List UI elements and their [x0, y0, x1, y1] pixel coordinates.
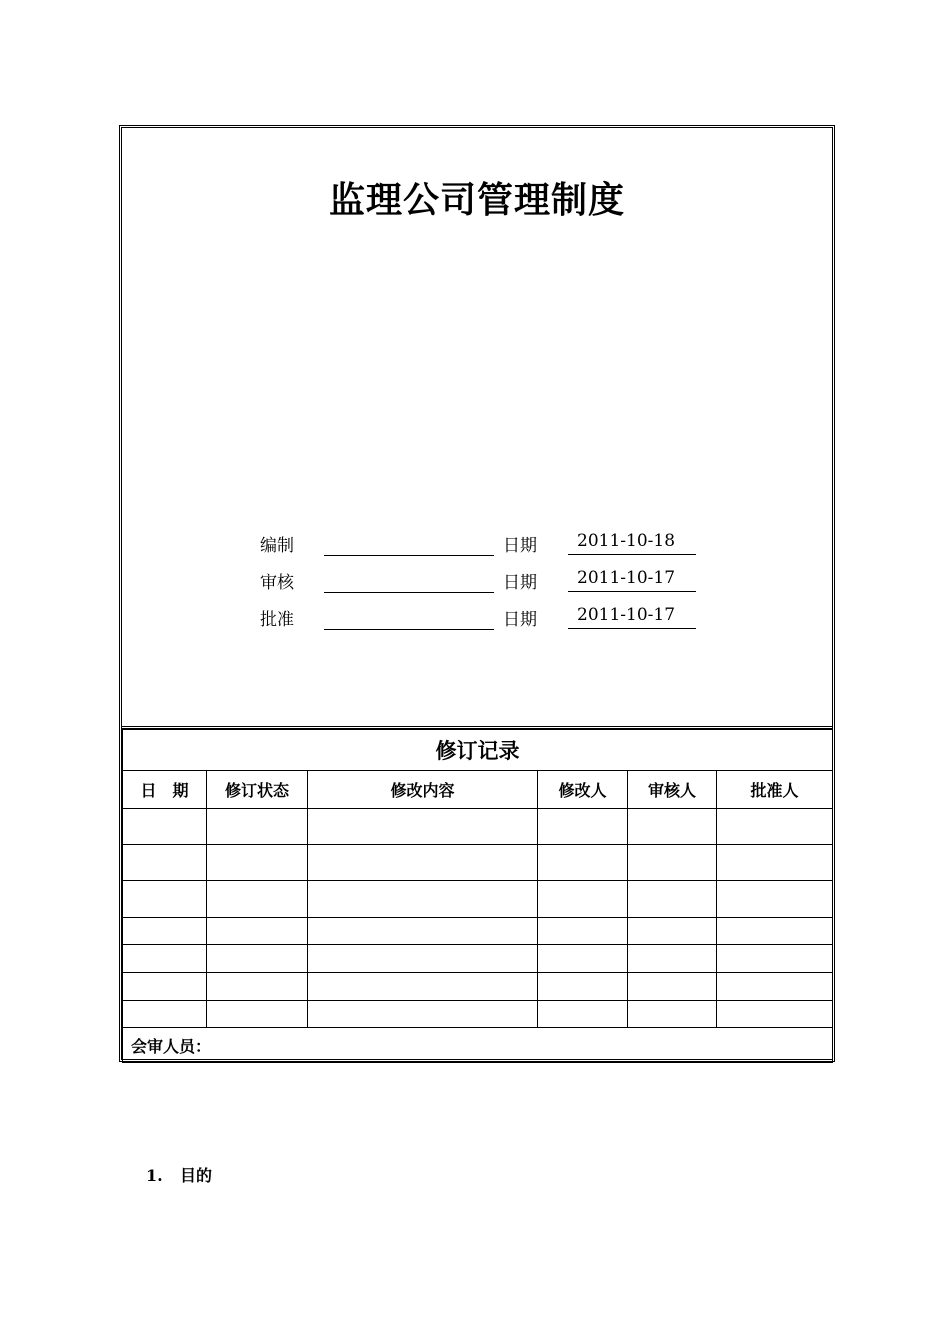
table-cell[interactable] — [628, 809, 717, 845]
column-header-modifier: 修改人 — [538, 771, 628, 809]
table-cell[interactable] — [308, 973, 538, 1001]
table-cell[interactable] — [123, 881, 207, 918]
table-cell[interactable] — [207, 845, 308, 881]
signature-line[interactable] — [324, 629, 494, 630]
table-cell[interactable] — [717, 945, 833, 973]
table-cell[interactable] — [207, 918, 308, 945]
table-cell[interactable] — [308, 945, 538, 973]
table-cell[interactable] — [123, 1001, 207, 1028]
table-cell[interactable] — [717, 845, 833, 881]
table-cell[interactable] — [538, 973, 628, 1001]
table-cell[interactable] — [628, 945, 717, 973]
table-cell[interactable] — [207, 973, 308, 1001]
table-cell[interactable] — [628, 845, 717, 881]
date-value: 2011-10-17 — [568, 605, 696, 629]
section-number: 1. — [146, 1166, 163, 1185]
cover-top-section — [122, 128, 832, 729]
section-title: 目的 — [180, 1166, 213, 1185]
table-cell[interactable] — [123, 973, 207, 1001]
table-cell[interactable] — [207, 1001, 308, 1028]
table-cell[interactable] — [717, 1001, 833, 1028]
table-cell[interactable] — [207, 881, 308, 918]
table-row — [123, 1001, 833, 1028]
document-title: 监理公司管理制度 — [328, 180, 625, 221]
table-row — [123, 973, 833, 1001]
table-cell[interactable] — [628, 1001, 717, 1028]
table-cell[interactable] — [628, 881, 717, 918]
table-cell[interactable] — [207, 945, 308, 973]
table-row — [123, 918, 833, 945]
signature-label: 批准 — [260, 610, 294, 630]
column-header-approver: 批准人 — [717, 771, 833, 809]
table-cell[interactable] — [123, 845, 207, 881]
date-value: 2011-10-17 — [568, 568, 696, 592]
signature-label: 审核 — [260, 573, 294, 593]
signature-row-review — [122, 562, 832, 596]
date-label: 日期 — [503, 573, 537, 593]
section-heading — [146, 1163, 212, 1186]
table-cell[interactable] — [308, 809, 538, 845]
table-cell[interactable] — [308, 1001, 538, 1028]
table-cell[interactable] — [538, 809, 628, 845]
table-cell[interactable] — [538, 845, 628, 881]
date-label: 日期 — [503, 536, 537, 556]
revision-table — [122, 729, 833, 1063]
table-cell[interactable] — [628, 973, 717, 1001]
table-cell[interactable] — [717, 973, 833, 1001]
cover-frame — [119, 125, 835, 1062]
table-cell[interactable] — [207, 809, 308, 845]
signature-row-approve — [122, 599, 832, 633]
column-header-reviewer: 审核人 — [628, 771, 717, 809]
table-row — [123, 881, 833, 918]
revision-record — [122, 729, 832, 1059]
table-cell[interactable] — [538, 1001, 628, 1028]
table-cell[interactable] — [717, 881, 833, 918]
date-value: 2011-10-18 — [568, 531, 696, 555]
table-cell[interactable] — [308, 918, 538, 945]
column-header-status: 修订状态 — [207, 771, 308, 809]
table-cell[interactable] — [717, 809, 833, 845]
table-row — [123, 945, 833, 973]
revision-header-row — [123, 771, 833, 809]
table-cell[interactable] — [628, 918, 717, 945]
table-cell[interactable] — [123, 809, 207, 845]
table-cell[interactable] — [538, 945, 628, 973]
date-label: 日期 — [503, 610, 537, 630]
revision-title: 修订记录 — [123, 730, 833, 771]
table-cell[interactable] — [538, 918, 628, 945]
table-cell[interactable] — [308, 881, 538, 918]
table-cell[interactable] — [123, 945, 207, 973]
signature-label: 编制 — [260, 536, 294, 556]
table-cell[interactable] — [538, 881, 628, 918]
table-row — [123, 845, 833, 881]
signature-line[interactable] — [324, 555, 494, 556]
signature-line[interactable] — [324, 592, 494, 593]
table-cell[interactable] — [308, 845, 538, 881]
column-header-content: 修改内容 — [308, 771, 538, 809]
signature-row-compile — [122, 525, 832, 559]
column-header-date: 日 期 — [123, 771, 207, 809]
table-cell[interactable] — [717, 918, 833, 945]
reviewers-label: 会审人员： — [123, 1028, 833, 1063]
table-cell[interactable] — [123, 918, 207, 945]
table-row — [123, 809, 833, 845]
